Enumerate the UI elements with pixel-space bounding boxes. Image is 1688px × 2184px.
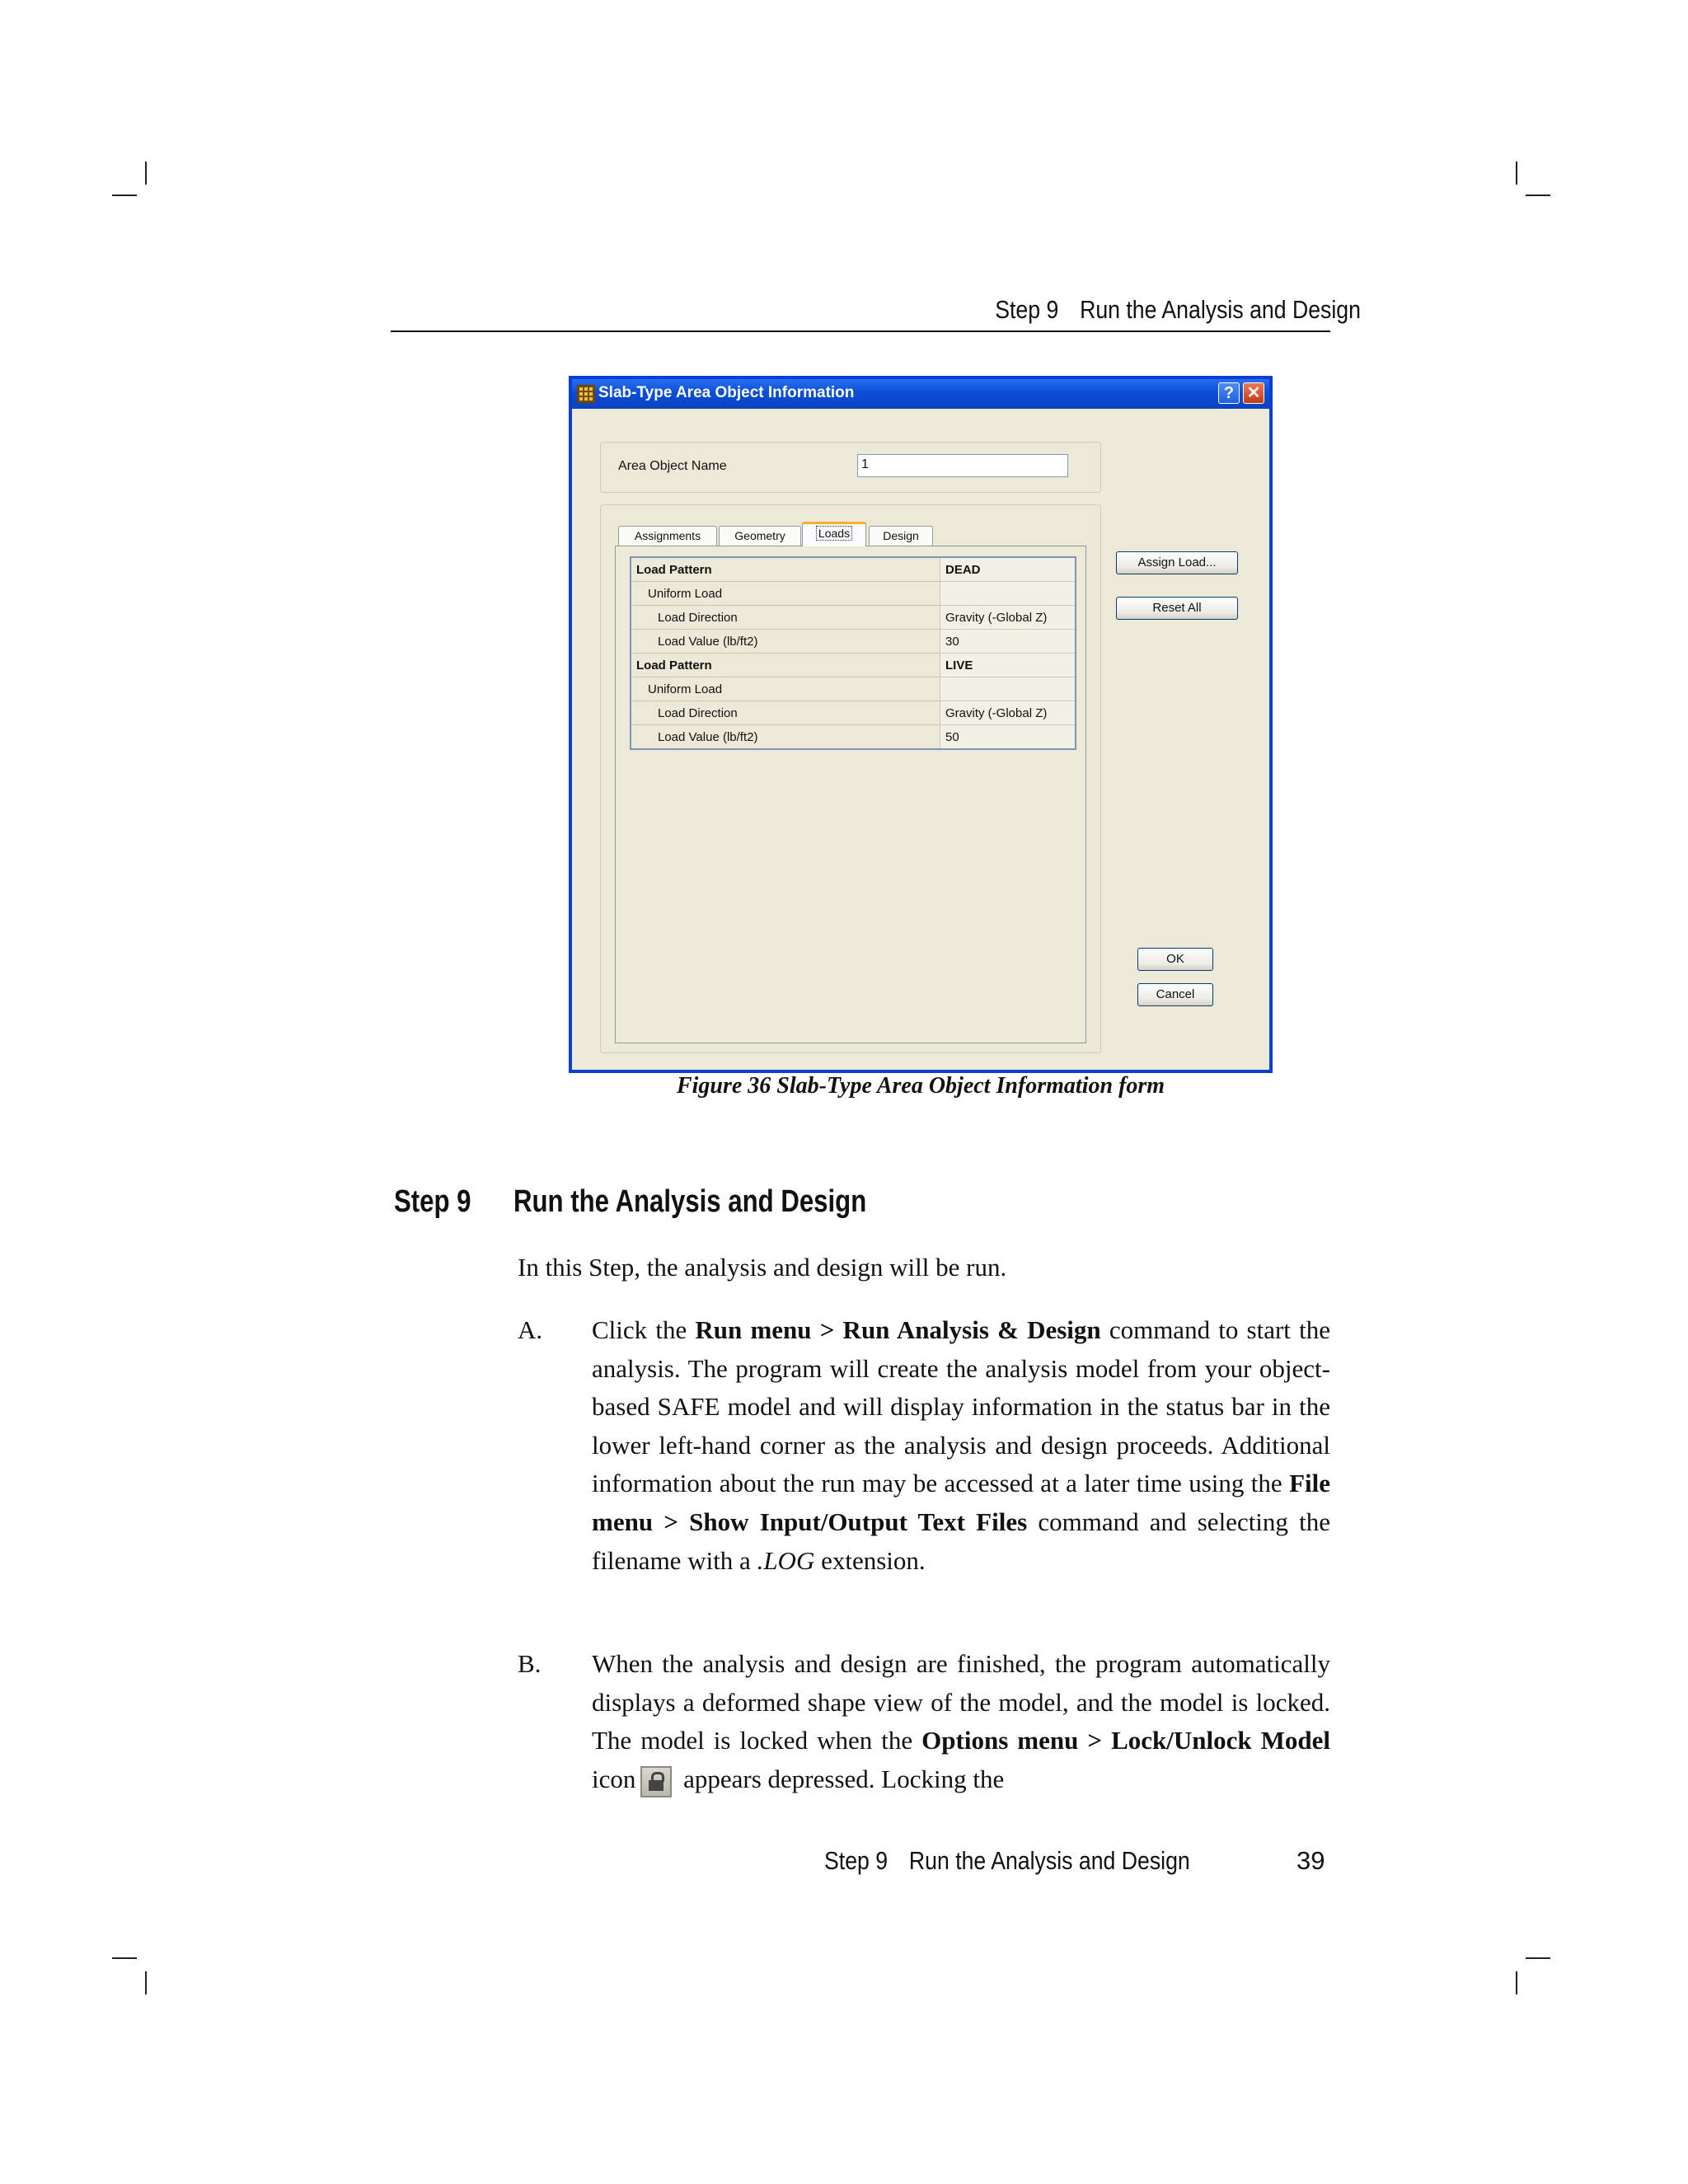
table-row[interactable]	[631, 701, 1076, 725]
table-row[interactable]	[631, 557, 1076, 582]
tab-loads[interactable]	[802, 522, 866, 546]
crop-mark	[112, 1957, 137, 1959]
menu-path: Options menu > Lock/Unlock Model	[921, 1726, 1330, 1755]
row-label: Load Value (lb/ft2)	[631, 725, 940, 750]
crop-mark	[1516, 1971, 1517, 1994]
table-row[interactable]	[631, 725, 1076, 750]
running-head	[995, 295, 1361, 325]
tab-label: Loads	[816, 526, 852, 541]
list-item-text	[592, 1311, 1330, 1580]
table-row[interactable]	[631, 606, 1076, 630]
menu-path: File menu > Show Input/Output Text Files	[592, 1469, 1330, 1536]
area-object-name-label: Area Object Name	[618, 459, 727, 473]
row-label: Load Direction	[631, 701, 940, 725]
row-value[interactable]: LIVE	[940, 654, 1076, 677]
row-label: Load Pattern	[631, 557, 940, 582]
menu-path: Run menu > Run Analysis & Design	[695, 1315, 1101, 1344]
lock-icon	[640, 1766, 672, 1797]
tab-label: Design	[883, 529, 919, 542]
row-value[interactable]: Gravity (-Global Z)	[940, 606, 1076, 630]
row-label: Uniform Load	[631, 582, 940, 606]
text-run: appears depressed. Locking the	[677, 1764, 1005, 1793]
list-item-a	[518, 1311, 1330, 1580]
table-row[interactable]	[631, 630, 1076, 654]
text-run: command to start the analysis. The program will create the analysis model from your object-based SAFE model and will display information in the status bar in the lower left-hand corner as the analysis and design proceeds. Additional information about the run may be accessed at a later time using the	[592, 1315, 1330, 1498]
table-row[interactable]	[631, 677, 1076, 701]
text-run: extension.	[814, 1545, 926, 1575]
row-value[interactable]	[940, 677, 1076, 701]
crop-mark	[1526, 194, 1550, 196]
help-button[interactable]: ?	[1218, 382, 1240, 404]
tab-geometry[interactable]	[719, 526, 801, 546]
row-value[interactable]	[940, 582, 1076, 606]
crop-mark	[145, 1971, 147, 1994]
row-value[interactable]: DEAD	[940, 557, 1076, 582]
text-run: When the analysis and design are finished, the program automatically displays a deformed shape view of the model, and the model is locked. The model is locked when the	[592, 1649, 1330, 1755]
section-title: Run the Analysis and Design	[513, 1184, 867, 1219]
cancel-button[interactable]: Cancel	[1137, 983, 1213, 1006]
row-label: Uniform Load	[631, 677, 940, 701]
figure-caption: Figure 36 Slab-Type Area Object Information form	[676, 1073, 1165, 1099]
text-run: Click the	[592, 1315, 696, 1344]
text-run: icon	[592, 1764, 636, 1793]
reset-all-button[interactable]: Reset All	[1116, 597, 1238, 620]
crop-mark	[112, 194, 137, 196]
crop-mark	[1516, 162, 1517, 185]
row-value[interactable]: Gravity (-Global Z)	[940, 701, 1076, 725]
list-item-b	[518, 1645, 1330, 1798]
header-rule	[391, 330, 1330, 332]
table-row[interactable]	[631, 654, 1076, 677]
table-row[interactable]	[631, 582, 1076, 606]
row-value[interactable]: 50	[940, 725, 1076, 750]
ok-button[interactable]: OK	[1137, 948, 1213, 971]
running-head-step: Step 9	[995, 295, 1059, 324]
crop-mark	[145, 162, 147, 185]
row-label: Load Pattern	[631, 654, 940, 677]
tab-label: Geometry	[734, 529, 785, 542]
footer-title: Run the Analysis and Design	[908, 1846, 1190, 1875]
footer-step: Step 9	[824, 1846, 889, 1875]
tab-design[interactable]	[869, 526, 933, 546]
tab-assignments[interactable]	[618, 526, 717, 546]
dialog-titlebar[interactable]	[572, 379, 1269, 409]
list-marker: A.	[518, 1315, 543, 1344]
grid-app-icon	[577, 385, 595, 403]
section-step-label: Step 9	[394, 1184, 471, 1219]
list-marker: B.	[518, 1649, 542, 1678]
dialog-title: Slab-Type Area Object Information	[598, 384, 855, 401]
intro-paragraph: In this Step, the analysis and design will be run.	[518, 1253, 1007, 1282]
page-footer	[824, 1846, 1327, 1876]
list-item-text	[592, 1645, 1330, 1798]
text-run: command and selecting the filename with a	[592, 1507, 1330, 1575]
close-icon[interactable]: ✕	[1243, 382, 1264, 404]
crop-mark	[1526, 1957, 1550, 1959]
loads-table	[630, 556, 1076, 750]
row-label: Load Value (lb/ft2)	[631, 630, 940, 654]
assign-load-button[interactable]: Assign Load...	[1116, 551, 1238, 574]
running-head-title: Run the Analysis and Design	[1080, 295, 1361, 324]
area-object-name-input[interactable]: 1	[857, 454, 1068, 477]
row-value[interactable]: 30	[940, 630, 1076, 654]
file-extension: .LOG	[757, 1545, 815, 1575]
page-number: 39	[1296, 1846, 1325, 1875]
row-label: Load Direction	[631, 606, 940, 630]
tab-label: Assignments	[634, 529, 701, 542]
slab-area-object-dialog	[569, 376, 1273, 1073]
